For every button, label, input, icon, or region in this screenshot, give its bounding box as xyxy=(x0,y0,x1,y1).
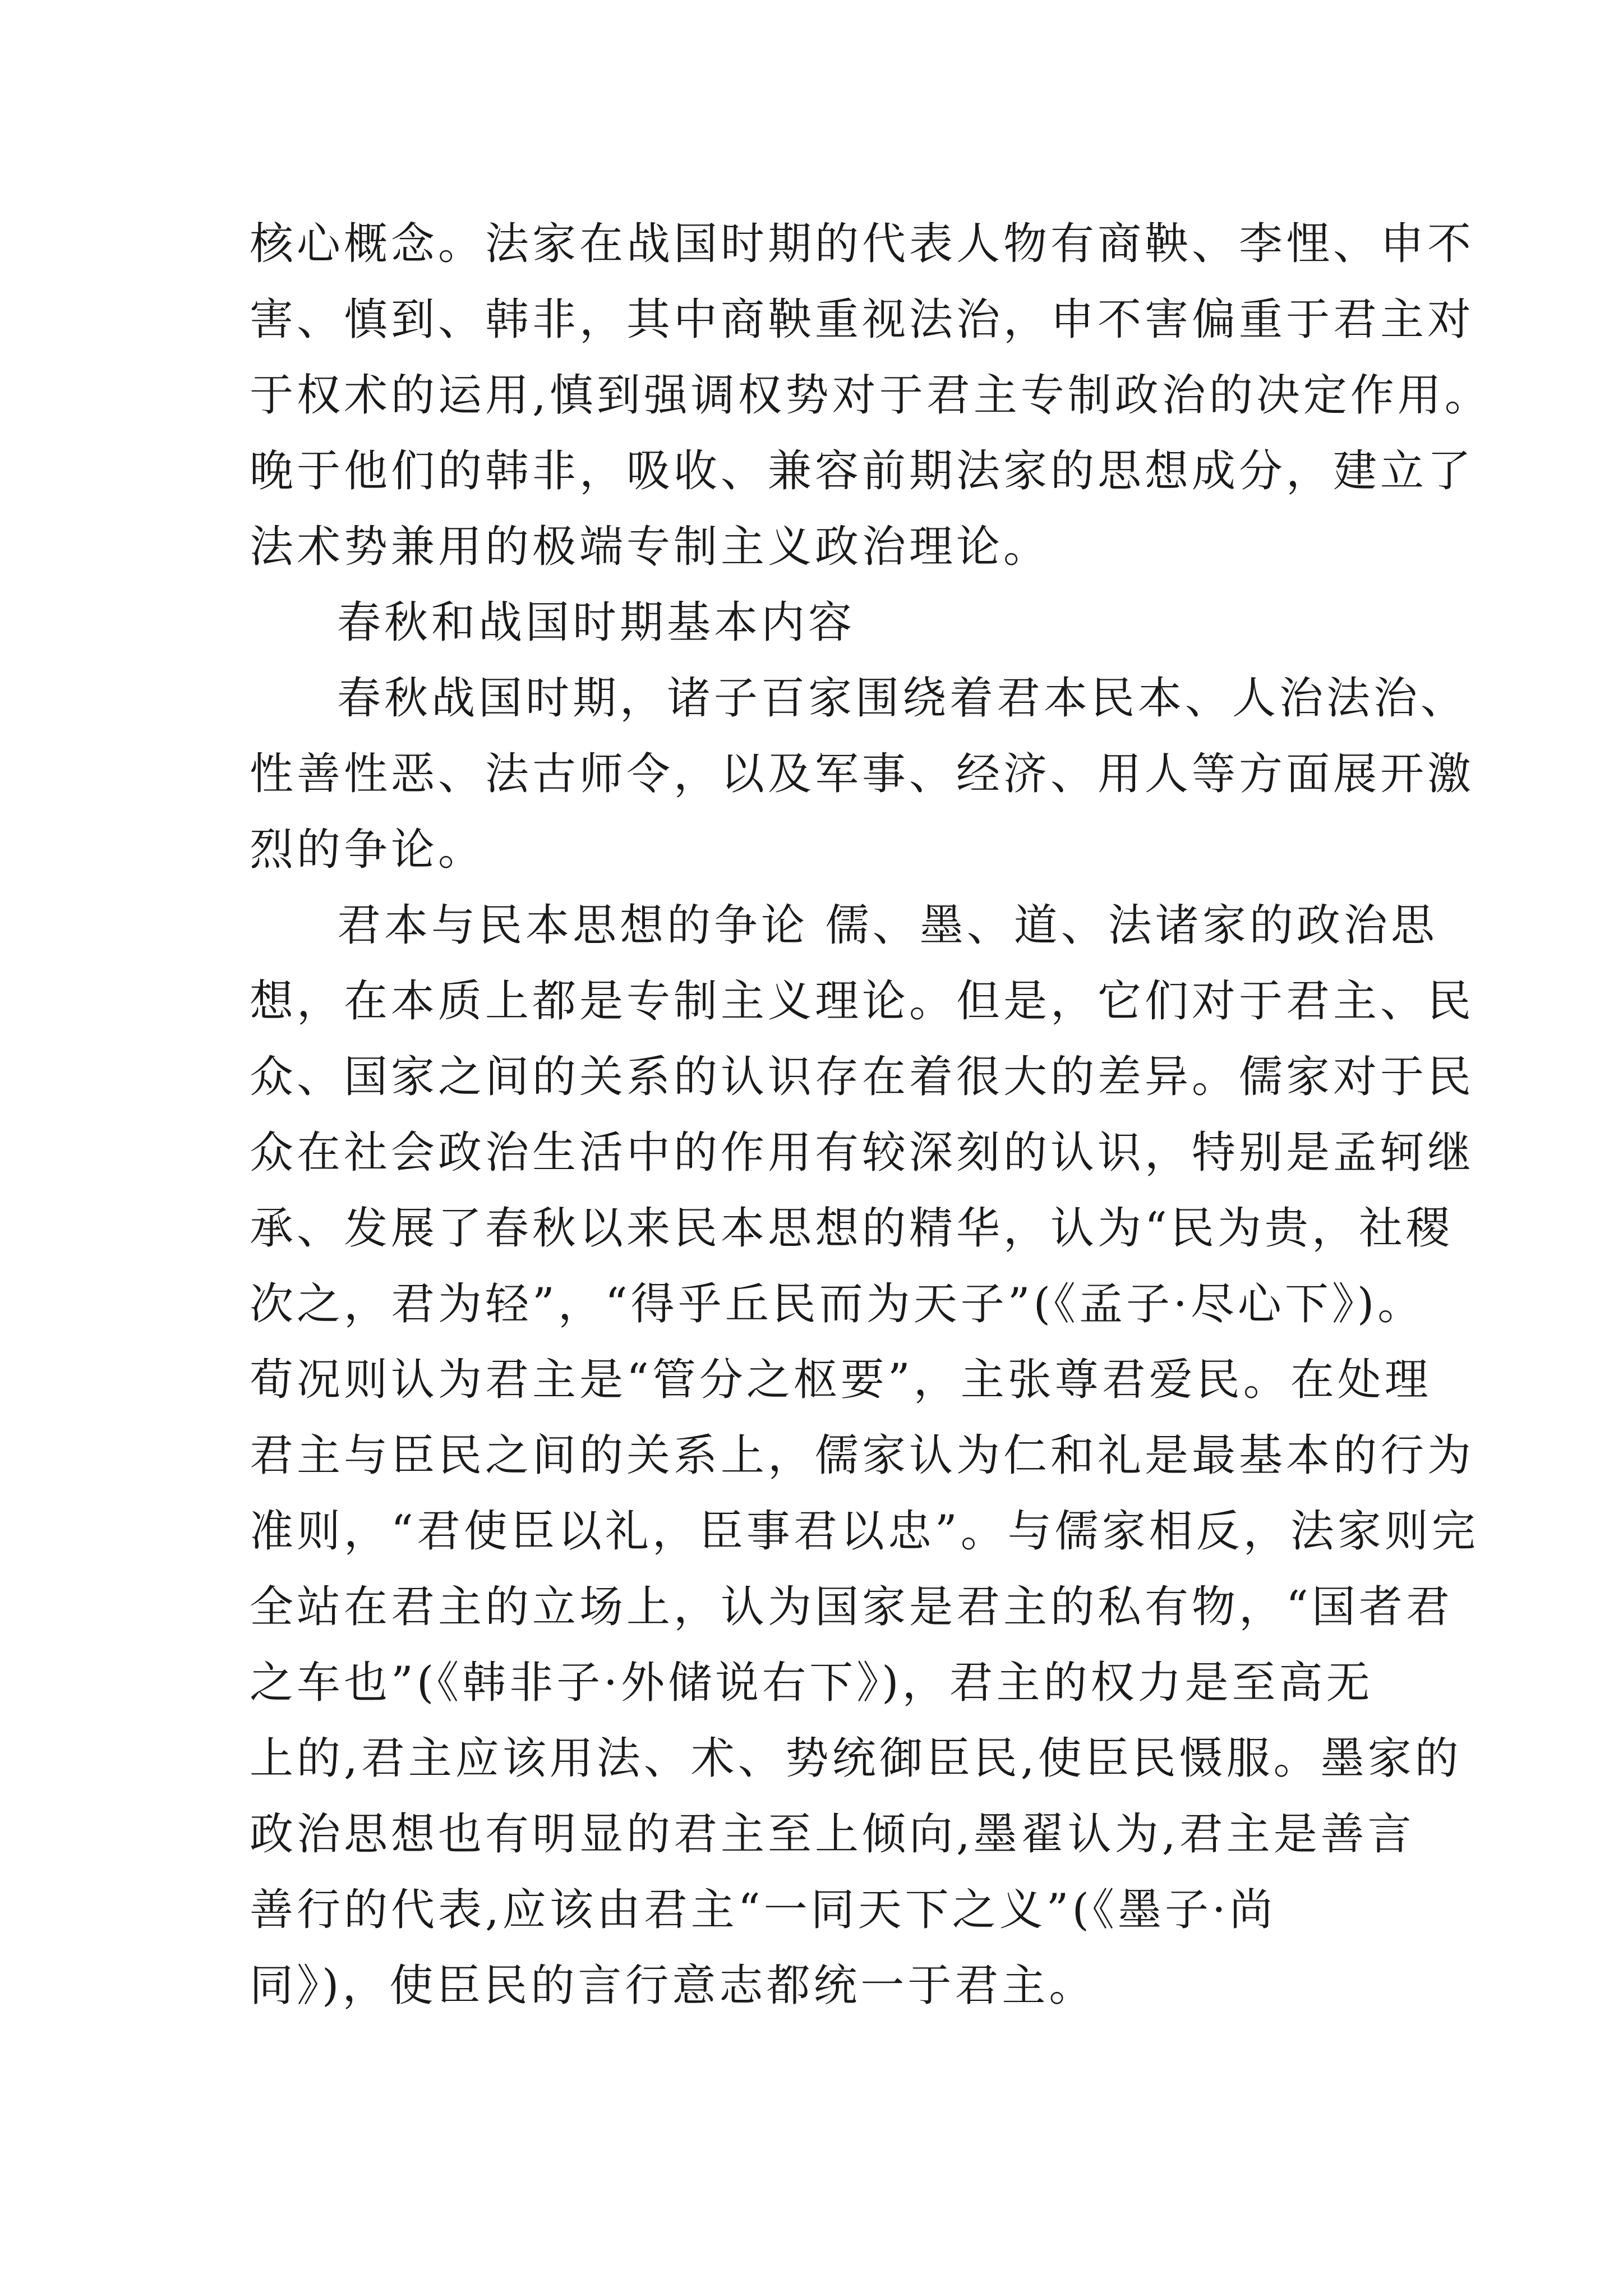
text-line: 同》)，使臣民的言行意志都统一于君主。 xyxy=(250,1961,1096,2011)
text-line: 害、慎到、韩非，其中商鞅重视法治，申不害偏重于君主对 xyxy=(250,295,1475,345)
paragraph-first-line: 君本与民本思想的争论 儒、墨、道、法诸家的政治思 xyxy=(337,900,1438,951)
text-line: 性善性恶、法古师令，以及军事、经济、用人等方面展开激 xyxy=(250,749,1475,799)
text-line: 法术势兼用的极端专制主义政治理论。 xyxy=(250,522,1051,572)
text-line: 次之，君为轻”，“得乎丘民而为天子”(《孟子·尽心下》)。 xyxy=(250,1279,1425,1329)
text-line: 君主与臣民之间的关系上，儒家认为仁和礼是最基本的行为 xyxy=(250,1430,1475,1481)
text-line: 全站在君主的立场上，认为国家是君主的私有物，“国者君 xyxy=(250,1582,1453,1632)
text-line: 承、发展了春秋以来民本思想的精华，认为“民为贵，社稷 xyxy=(250,1203,1453,1254)
text-line: 于权术的运用,慎到强调权势对于君主专制政治的决定作用。 xyxy=(250,370,1492,421)
section-heading: 春秋和战国时期基本内容 xyxy=(337,597,856,648)
text-line: 荀况则认为君主是“管分之枢要”，主张尊君爱民。在处理 xyxy=(250,1355,1432,1405)
text-line: 众、国家之间的关系的认识存在着很大的差异。儒家对于民 xyxy=(250,1052,1475,1102)
text-line: 政治思想也有明显的君主至上倾向,墨翟认为,君主是善言 xyxy=(250,1809,1415,1860)
text-line: 上的,君主应该用法、术、势统御臣民,使臣民慑服。墨家的 xyxy=(250,1733,1462,1784)
text-line: 准则，“君使臣以礼，臣事君以忠”。与儒家相反，法家则完 xyxy=(250,1506,1479,1557)
text-line: 烈的争论。 xyxy=(250,825,486,875)
text-line: 想，在本质上都是专制主义理论。但是，它们对于君主、民 xyxy=(250,976,1475,1027)
text-line: 晚于他们的韩非，吸收、兼容前期法家的思想成分，建立了 xyxy=(250,446,1475,496)
text-line: 众在社会政治生活中的作用有较深刻的认识，特别是孟轲继 xyxy=(250,1128,1475,1178)
paragraph-first-line: 春秋战国时期，诸子百家围绕着君本民本、人治法治、 xyxy=(337,673,1468,724)
text-line: 核心概念。法家在战国时期的代表人物有商鞅、李悝、申不 xyxy=(250,219,1475,269)
text-line: 之车也”(《韩非子·外储说右下》)，君主的权力是至高无 xyxy=(250,1658,1373,1708)
body-text xyxy=(250,206,1492,2024)
text-line: 善行的代表,应该由君主“一同天下之义”(《墨子·尚 xyxy=(250,1885,1276,1935)
